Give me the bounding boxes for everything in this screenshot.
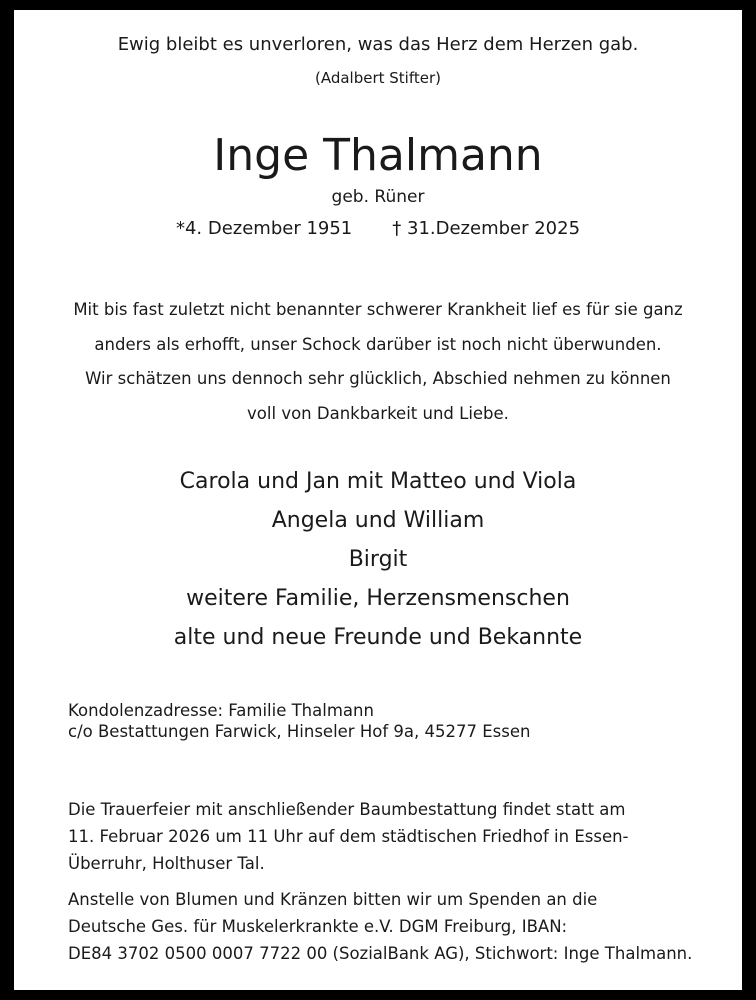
donation-line: DE84 3702 0500 0007 7722 00 (SozialBank AG), Stichwort: Inge Thalmann. (68, 944, 693, 963)
ceremony-line: 11. Februar 2026 um 11 Uhr auf dem städtischen Friedhof in Essen- (68, 827, 629, 846)
deceased-name: Inge Thalmann (213, 130, 543, 181)
address-line: Kondolenzadresse: Familie Thalmann (68, 701, 374, 720)
message-line: Mit bis fast zuletzt nicht benannter schwerer Krankheit lief es für sie ganz (73, 300, 683, 319)
donation-info (68, 886, 698, 967)
obituary-notice (14, 10, 742, 990)
ceremony-line: Die Trauerfeier mit anschließender Baumbestattung findet statt am (68, 800, 626, 819)
birth-date: *4. Dezember 1951 (175, 218, 353, 239)
birth-name: geb. Rüner (331, 187, 425, 207)
mourner-line: Carola und Jan mit Matteo und Viola (179, 469, 577, 494)
mourner-line: alte und neue Freunde und Bekannte (173, 625, 583, 650)
donation-line: Deutsche Ges. für Muskelerkrankte e.V. DGM Freiburg, IBAN: (68, 917, 568, 936)
message-line: voll von Dankbarkeit und Liebe. (247, 403, 509, 423)
mourner-line: Birgit (348, 547, 408, 572)
condolence-address (68, 700, 688, 742)
mourner-line: weitere Familie, Herzensmenschen (186, 586, 570, 611)
ceremony-line: Überruhr, Holthuser Tal. (68, 854, 265, 873)
message-line: anders als erhofft, unser Schock darüber ist noch nicht überwunden. (94, 334, 662, 354)
mourner-line: Angela und William (271, 508, 485, 533)
life-dates (14, 216, 742, 242)
motto-quote: Ewig bleibt es unverloren, was das Herz dem Herzen gab. (117, 34, 639, 55)
address-line: c/o Bestattungen Farwick, Hinseler Hof 9a, 45277 Essen (68, 722, 531, 741)
donation-line: Anstelle von Blumen und Kränzen bitten wir um Spenden an die (68, 890, 598, 909)
ceremony-info (68, 796, 698, 877)
mourners-list (14, 462, 742, 657)
message-paragraph (44, 293, 712, 431)
motto-author: (Adalbert Stifter) (314, 69, 441, 87)
death-date: † 31.Dezember 2025 (392, 218, 581, 239)
message-line: Wir schätzen uns dennoch sehr glücklich, Abschied nehmen zu können (85, 369, 671, 388)
